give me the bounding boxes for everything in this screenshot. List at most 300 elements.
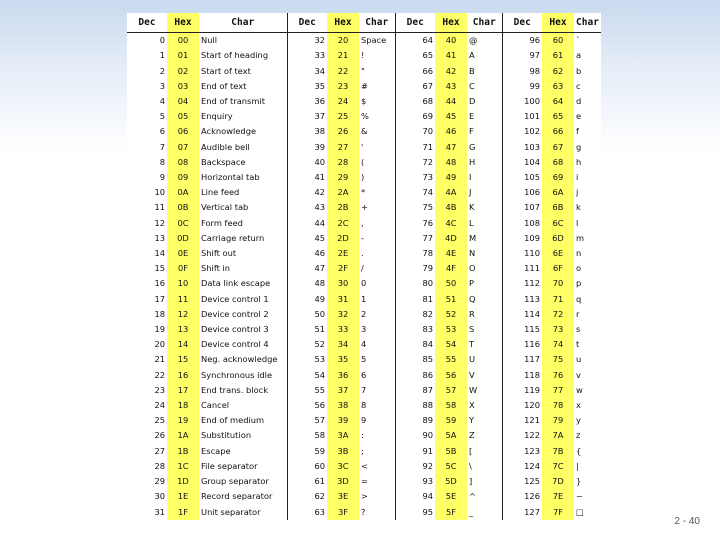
table-row	[127, 200, 601, 215]
dec-cell: 112	[502, 276, 542, 291]
char-cell: .	[361, 247, 364, 258]
char-cell: K	[469, 202, 475, 213]
table-row	[127, 63, 601, 78]
table-row	[127, 185, 601, 200]
hex-cell: 4A	[435, 185, 467, 200]
char-cell: r	[576, 308, 580, 319]
char-cell: Neg. acknowledge	[201, 354, 278, 365]
dec-cell: 76	[395, 215, 435, 230]
char-cell: Shift out	[201, 247, 237, 258]
hex-cell: 49	[435, 170, 467, 185]
dec-cell: 79	[395, 261, 435, 276]
char-cell: 1	[361, 293, 367, 304]
char-cell: I	[469, 171, 472, 182]
column-header-dec: Dec	[127, 13, 167, 33]
char-cell: :	[361, 430, 364, 441]
dec-cell: 19	[154, 323, 165, 334]
dec-cell: 91	[395, 444, 435, 459]
hex-cell: 5F	[435, 504, 467, 520]
table-row	[127, 139, 601, 154]
dec-cell: 55	[287, 383, 327, 398]
dec-cell: 102	[502, 124, 542, 139]
dec-cell: 78	[395, 246, 435, 261]
dec-cell: 12	[154, 217, 165, 228]
dec-cell: 4	[159, 95, 165, 106]
header-row	[127, 13, 601, 33]
hex-cell: 6C	[542, 215, 574, 230]
char-cell: v	[576, 369, 581, 380]
char-cell: +	[361, 202, 368, 213]
dec-cell: 109	[502, 231, 542, 246]
dec-cell: 40	[287, 155, 327, 170]
table-row	[127, 322, 601, 337]
dec-cell: 124	[502, 459, 542, 474]
dec-cell: 113	[502, 291, 542, 306]
hex-cell: 79	[542, 413, 574, 428]
char-cell: w	[576, 384, 583, 395]
dec-cell: 101	[502, 109, 542, 124]
char-cell: "	[361, 65, 365, 76]
char-cell: Horizontal tab	[201, 171, 260, 182]
hex-cell: 0A	[167, 185, 199, 200]
hex-cell: 21	[327, 48, 359, 63]
char-cell: q	[576, 293, 582, 304]
hex-cell: 67	[542, 139, 574, 154]
hex-cell: 0F	[167, 261, 199, 276]
dec-cell: 65	[395, 48, 435, 63]
dec-cell: 126	[502, 489, 542, 504]
table-row	[127, 124, 601, 139]
hex-cell: 17	[167, 383, 199, 398]
char-cell: R	[469, 308, 475, 319]
char-cell: ^	[469, 491, 476, 502]
hex-cell: 28	[327, 155, 359, 170]
hex-cell: 06	[167, 124, 199, 139]
dec-cell: 43	[287, 200, 327, 215]
dec-cell: 2	[159, 65, 165, 76]
hex-cell: 37	[327, 383, 359, 398]
table-row	[127, 276, 601, 291]
dec-cell: 122	[502, 428, 542, 443]
char-cell: End trans. block	[201, 384, 269, 395]
hex-cell: 3B	[327, 444, 359, 459]
hex-cell: 22	[327, 63, 359, 78]
char-cell: c	[576, 80, 581, 91]
hex-cell: 58	[435, 398, 467, 413]
char-cell: S	[469, 323, 475, 334]
char-cell: Unit separator	[201, 506, 261, 517]
hex-cell: 32	[327, 307, 359, 322]
char-cell: Cancel	[201, 399, 230, 410]
char-cell: Substitution	[201, 430, 252, 441]
hex-cell: 00	[167, 33, 199, 49]
dec-cell: 121	[502, 413, 542, 428]
hex-cell: 16	[167, 367, 199, 382]
dec-cell: 81	[395, 291, 435, 306]
dec-cell: 63	[287, 504, 327, 520]
dec-cell: 95	[395, 504, 435, 520]
hex-cell: 15	[167, 352, 199, 367]
dec-cell: 53	[287, 352, 327, 367]
dec-cell: 105	[502, 170, 542, 185]
dec-cell: 1	[159, 50, 165, 61]
dec-cell: 90	[395, 428, 435, 443]
char-cell: P	[469, 278, 475, 289]
hex-cell: 33	[327, 322, 359, 337]
dec-cell: 116	[502, 337, 542, 352]
dec-cell: 75	[395, 200, 435, 215]
dec-cell: 22	[154, 369, 165, 380]
char-cell: i	[576, 171, 579, 182]
hex-cell: 65	[542, 109, 574, 124]
hex-cell: 5A	[435, 428, 467, 443]
char-cell: m	[576, 232, 585, 243]
hex-cell: 60	[542, 33, 574, 49]
dec-cell: 16	[154, 278, 165, 289]
dec-cell: 89	[395, 413, 435, 428]
hex-cell: 13	[167, 322, 199, 337]
char-cell: H	[469, 156, 476, 167]
hex-cell: 3D	[327, 474, 359, 489]
char-cell: '	[361, 141, 364, 152]
hex-cell: 4E	[435, 246, 467, 261]
dec-cell: 119	[502, 383, 542, 398]
hex-cell: 74	[542, 337, 574, 352]
char-cell: Synchronous idle	[201, 369, 273, 380]
hex-cell: 14	[167, 337, 199, 352]
char-cell: 7	[361, 384, 367, 395]
hex-cell: 75	[542, 352, 574, 367]
hex-cell: 12	[167, 307, 199, 322]
char-cell: Acknowledge	[201, 126, 257, 137]
table-row	[127, 352, 601, 367]
table-row	[127, 33, 601, 49]
hex-cell: 38	[327, 398, 359, 413]
dec-cell: 60	[287, 459, 327, 474]
char-cell: n	[576, 247, 582, 258]
dec-cell: 0	[159, 35, 165, 46]
column-header-dec: Dec	[395, 13, 435, 33]
char-cell: (	[361, 156, 365, 167]
char-cell: 3	[361, 323, 367, 334]
dec-cell: 118	[502, 367, 542, 382]
dec-cell: 77	[395, 231, 435, 246]
column-header-hex: Hex	[542, 13, 574, 33]
char-cell: x	[576, 399, 581, 410]
hex-cell: 0E	[167, 246, 199, 261]
char-cell: k	[576, 202, 581, 213]
char-cell: -	[361, 232, 364, 243]
dec-cell: 15	[154, 263, 165, 274]
hex-cell: 6B	[542, 200, 574, 215]
hex-cell: 78	[542, 398, 574, 413]
hex-cell: 2F	[327, 261, 359, 276]
char-cell: =	[361, 476, 368, 486]
dec-cell: 123	[502, 444, 542, 459]
table-row	[127, 367, 601, 382]
slide-number: 2 - 40	[674, 516, 700, 527]
table-row	[127, 246, 601, 261]
dec-cell: 28	[154, 460, 165, 471]
dec-cell: 47	[287, 261, 327, 276]
hex-cell: 46	[435, 124, 467, 139]
char-cell: ?	[361, 506, 366, 517]
hex-cell: 2E	[327, 246, 359, 261]
char-cell: Null	[201, 35, 218, 46]
dec-cell: 25	[154, 415, 165, 426]
hex-cell: 09	[167, 170, 199, 185]
char-cell: Q	[469, 293, 476, 304]
hex-cell: 5C	[435, 459, 467, 474]
dec-cell: 108	[502, 215, 542, 230]
table-row	[127, 261, 601, 276]
char-cell: o	[576, 263, 582, 274]
dec-cell: 84	[395, 337, 435, 352]
dec-cell: 36	[287, 94, 327, 109]
dec-cell: 21	[154, 354, 165, 365]
dec-cell: 46	[287, 246, 327, 261]
dec-cell: 72	[395, 155, 435, 170]
dec-cell: 23	[154, 384, 165, 395]
dec-cell: 104	[502, 155, 542, 170]
hex-cell: 63	[542, 79, 574, 94]
dec-cell: 67	[395, 79, 435, 94]
dec-cell: 38	[287, 124, 327, 139]
hex-cell: 7D	[542, 474, 574, 489]
dec-cell: 34	[287, 63, 327, 78]
hex-cell: 51	[435, 291, 467, 306]
char-cell: <	[361, 460, 368, 471]
dec-cell: 93	[395, 474, 435, 489]
table-row	[127, 109, 601, 124]
dec-cell: 107	[502, 200, 542, 215]
char-cell: Device control 1	[201, 293, 269, 304]
char-cell: Backspace	[201, 156, 246, 167]
dec-cell: 29	[154, 476, 165, 486]
dec-cell: 82	[395, 307, 435, 322]
hex-cell: 7A	[542, 428, 574, 443]
char-cell: N	[469, 247, 476, 258]
dec-cell: 99	[502, 79, 542, 94]
dec-cell: 125	[502, 474, 542, 489]
char-cell: L	[469, 217, 474, 228]
char-cell: s	[576, 323, 581, 334]
hex-cell: 0C	[167, 215, 199, 230]
hex-cell: 7E	[542, 489, 574, 504]
table-row	[127, 504, 601, 520]
char-cell: 6	[361, 369, 367, 380]
hex-cell: 39	[327, 413, 359, 428]
char-cell: Escape	[201, 445, 231, 456]
dec-cell: 31	[154, 506, 165, 517]
hex-cell: 40	[435, 33, 467, 49]
table-row	[127, 307, 601, 322]
table-body	[127, 33, 601, 521]
dec-cell: 17	[154, 293, 165, 304]
char-cell: J	[469, 187, 472, 198]
hex-cell: 11	[167, 291, 199, 306]
dec-cell: 80	[395, 276, 435, 291]
char-cell: a	[576, 50, 582, 61]
dec-cell: 49	[287, 291, 327, 306]
hex-cell: 34	[327, 337, 359, 352]
char-cell: Line feed	[201, 187, 240, 198]
hex-cell: 42	[435, 63, 467, 78]
char-cell: ]	[469, 476, 473, 486]
hex-cell: 5D	[435, 474, 467, 489]
hex-cell: 18	[167, 398, 199, 413]
dec-cell: 37	[287, 109, 327, 124]
table-row	[127, 383, 601, 398]
hex-cell: 59	[435, 413, 467, 428]
char-cell: [	[469, 445, 473, 456]
dec-cell: 57	[287, 413, 327, 428]
char-cell: T	[469, 339, 475, 350]
dec-cell: 18	[154, 308, 165, 319]
dec-cell: 50	[287, 307, 327, 322]
dec-cell: 3	[159, 80, 165, 91]
char-cell: Data link escape	[201, 278, 271, 289]
dec-cell: 62	[287, 489, 327, 504]
table-row	[127, 215, 601, 230]
table-row	[127, 337, 601, 352]
column-header-char: Char	[359, 13, 395, 33]
char-cell: ;	[361, 445, 364, 456]
hex-cell: 61	[542, 48, 574, 63]
dec-cell: 51	[287, 322, 327, 337]
dec-cell: 120	[502, 398, 542, 413]
table-row	[127, 489, 601, 504]
char-cell: b	[576, 65, 582, 76]
char-cell: O	[469, 263, 476, 274]
dec-cell: 24	[154, 399, 165, 410]
hex-cell: 29	[327, 170, 359, 185]
table-row	[127, 94, 601, 109]
hex-cell: 52	[435, 307, 467, 322]
dec-cell: 32	[287, 33, 327, 49]
hex-cell: 56	[435, 367, 467, 382]
table-row	[127, 155, 601, 170]
char-cell: Enquiry	[201, 111, 233, 122]
char-cell: C	[469, 80, 475, 91]
char-cell: 4	[361, 339, 367, 350]
char-cell: d	[576, 95, 582, 106]
dec-cell: 97	[502, 48, 542, 63]
hex-cell: 01	[167, 48, 199, 63]
hex-cell: 03	[167, 79, 199, 94]
hex-cell: 55	[435, 352, 467, 367]
dec-cell: 27	[154, 445, 165, 456]
hex-cell: 47	[435, 139, 467, 154]
dec-cell: 87	[395, 383, 435, 398]
char-cell: End of medium	[201, 415, 265, 426]
hex-cell: 45	[435, 109, 467, 124]
column-header-dec: Dec	[287, 13, 327, 33]
hex-cell: 62	[542, 63, 574, 78]
char-cell: Audible bell	[201, 141, 250, 152]
hex-cell: 4B	[435, 200, 467, 215]
dec-cell: 48	[287, 276, 327, 291]
char-cell: A	[469, 50, 475, 61]
hex-cell: 72	[542, 307, 574, 322]
table-row	[127, 474, 601, 489]
char-cell: j	[576, 187, 579, 198]
dec-cell: 73	[395, 170, 435, 185]
char-cell: G	[469, 141, 476, 152]
char-cell: u	[576, 354, 582, 365]
hex-cell: 25	[327, 109, 359, 124]
table-row	[127, 444, 601, 459]
dec-cell: 88	[395, 398, 435, 413]
dec-cell: 56	[287, 398, 327, 413]
hex-cell: 48	[435, 155, 467, 170]
dec-cell: 45	[287, 231, 327, 246]
dec-cell: 117	[502, 352, 542, 367]
hex-cell: 4D	[435, 231, 467, 246]
hex-cell: 57	[435, 383, 467, 398]
hex-cell: 6E	[542, 246, 574, 261]
dec-cell: 20	[154, 339, 165, 350]
hex-cell: 1A	[167, 428, 199, 443]
hex-cell: 44	[435, 94, 467, 109]
dec-cell: 114	[502, 307, 542, 322]
hex-cell: 7F	[542, 504, 574, 520]
hex-cell: 73	[542, 322, 574, 337]
table-row	[127, 79, 601, 94]
dec-cell: 98	[502, 63, 542, 78]
dec-cell: 10	[154, 187, 165, 198]
hex-cell: 19	[167, 413, 199, 428]
table-row	[127, 170, 601, 185]
char-cell: E	[469, 111, 475, 122]
column-header-hex: Hex	[435, 13, 467, 33]
char-cell: Form feed	[201, 217, 243, 228]
dec-cell: 100	[502, 94, 542, 109]
hex-cell: 02	[167, 63, 199, 78]
dec-cell: 6	[159, 126, 165, 137]
char-cell: 9	[361, 415, 367, 426]
hex-cell: 08	[167, 155, 199, 170]
dec-cell: 111	[502, 261, 542, 276]
char-cell: /	[361, 263, 364, 274]
hex-cell: 64	[542, 94, 574, 109]
dec-cell: 14	[154, 247, 165, 258]
dec-cell: 44	[287, 215, 327, 230]
column-header-char: Char	[574, 13, 601, 33]
dec-cell: 64	[395, 33, 435, 49]
char-cell: $	[361, 95, 367, 106]
hex-cell: 68	[542, 155, 574, 170]
table-row	[127, 231, 601, 246]
table-row	[127, 48, 601, 63]
char-cell: \	[469, 460, 472, 471]
ascii-table	[127, 13, 601, 520]
dec-cell: 69	[395, 109, 435, 124]
hex-cell: 35	[327, 352, 359, 367]
hex-cell: 70	[542, 276, 574, 291]
char-cell: `	[576, 35, 581, 46]
dec-cell: 13	[154, 232, 165, 243]
char-cell: End of transmit	[201, 95, 266, 106]
dec-cell: 96	[502, 33, 542, 49]
column-header-hex: Hex	[167, 13, 199, 33]
hex-cell: 6A	[542, 185, 574, 200]
char-cell: D	[469, 95, 476, 106]
hex-cell: 50	[435, 276, 467, 291]
column-header-char: Char	[199, 13, 287, 33]
char-cell: >	[361, 491, 368, 502]
hex-cell: 1E	[167, 489, 199, 504]
